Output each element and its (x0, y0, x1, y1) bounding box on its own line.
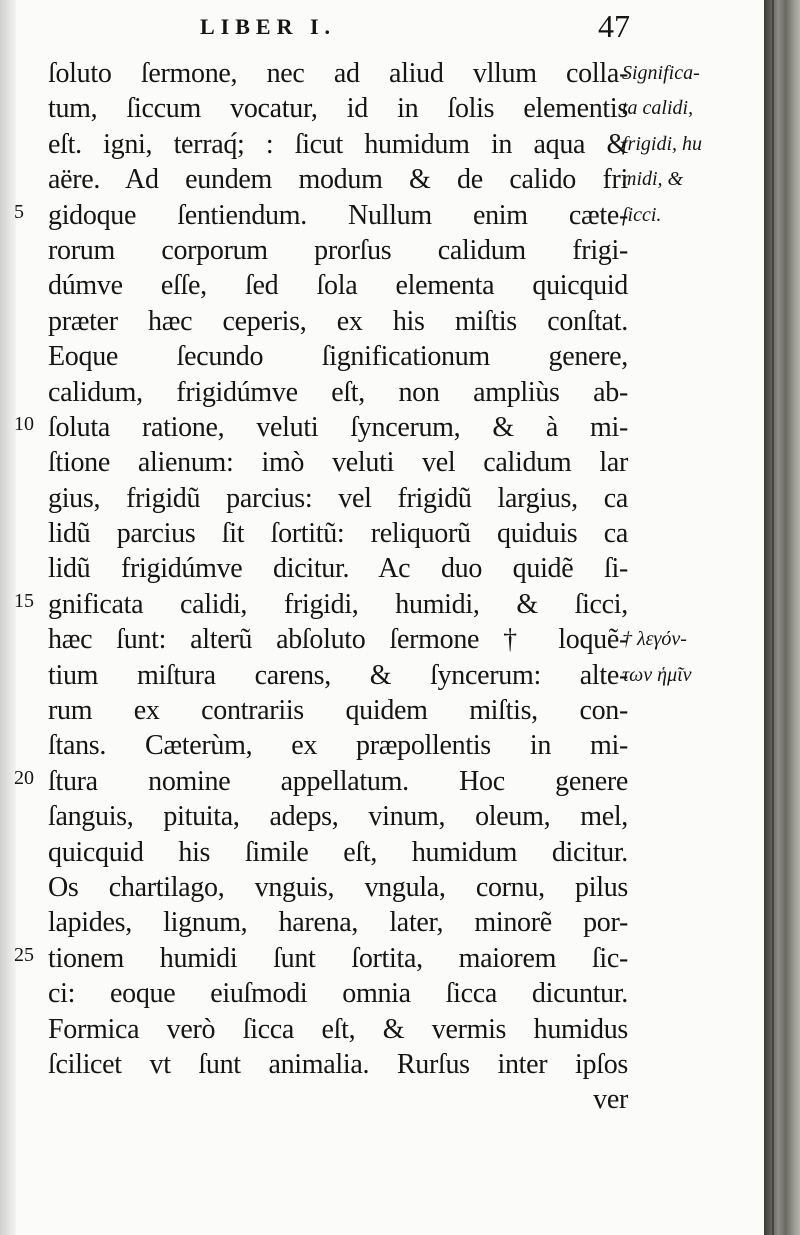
text-line: quicquid his ſimile eſt, humidum dicitur. (48, 836, 628, 868)
line-number: 10 (14, 413, 34, 435)
margin-note: Significa- (622, 62, 700, 84)
text-line: gius, frigidũ parcius: vel frigidũ largius, ca (48, 482, 628, 514)
text-line: hæc ſunt: alterũ abſoluto ſermone † loquẽ- (48, 624, 628, 656)
text-line: Eoque ſecundo ſignificationum genere, (48, 341, 628, 373)
margin-note: † λεγόν- (622, 628, 687, 651)
text-line: ſoluto ſermone, nec ad aliud vllum colla- (48, 58, 628, 89)
text-line: ſcilicet vt ſunt animalia. Rurſus inter ipſos (48, 1048, 628, 1080)
text-line: lidũ frigidúmve dicitur. Ac duo quidẽ ſi- (48, 553, 628, 585)
text-line: calidum, frigidúmve eſt, non ampliùs ab- (48, 376, 628, 408)
page-number: 47 (598, 8, 630, 44)
text-line: gidoque ſentiendum. Nullum enim cæte- (48, 199, 628, 231)
margin-note: frigidi, hu (622, 132, 703, 155)
margin-note: ſicci. (622, 203, 662, 226)
line-number: 15 (14, 590, 34, 612)
text-line: tium miſtura carens, & ſyncerum: alte- (48, 659, 628, 691)
text-line: tionem humidi ſunt ſortita, maiorem ſic- (48, 942, 628, 974)
text-line: Os chartilago, vnguis, vngula, cornu, pilus (48, 871, 628, 903)
page-header (200, 8, 630, 48)
text-line: ſtans. Cæterùm, ex præpollentis in mi- (48, 730, 628, 762)
left-page-edge (0, 0, 16, 1235)
text-line: lapides, lignum, harena, later, minorẽ por- (48, 907, 628, 939)
text-line: tum, ſiccum vocatur, id in ſolis elementis (48, 93, 628, 125)
text-line: ſanguis, pituita, adeps, vinum, oleum, mel, (48, 801, 628, 833)
text-line: eſt. igni, terraq́; : ſicut humidum in aqua & (48, 128, 628, 160)
text-line: rum ex contrariis quidem miſtis, con- (48, 695, 628, 727)
margin-note: των ἡμῖν (622, 663, 692, 686)
catchword: ver (593, 1084, 628, 1116)
text-line: ſoluta ratione, veluti ſyncerum, & à mi- (48, 411, 628, 443)
book-binding-edge (764, 0, 800, 1235)
line-number: 20 (14, 767, 34, 789)
text-line: rorum corporum prorſus calidum frigi- (48, 234, 628, 266)
line-number: 5 (14, 200, 24, 223)
line-number: 25 (14, 944, 34, 966)
running-title: LIBER I. (200, 14, 337, 39)
body-text (48, 56, 628, 1118)
text-line: præter hæc ceperis, ex his miſtis conſtat. (48, 305, 628, 337)
text-line: aëre. Ad eundem modum & de calido fri (48, 164, 628, 196)
text-line: dúmve eſſe, ſed ſola elementa quicquid (48, 270, 628, 302)
margin-note: ta calidi, (622, 97, 694, 120)
text-line: ſtione alienum: imò veluti vel calidum lar (48, 447, 628, 479)
text-line: Formica verò ſicca eſt, & vermis humidus (48, 1013, 628, 1045)
margin-note: midi, & (622, 168, 684, 191)
text-line: gnificata calidi, frigidi, humidi, & ſicci, (48, 588, 628, 620)
text-line: lidũ parcius ſit ſortitũ: reliquorũ quiduis ca (48, 518, 628, 550)
text-line: ſtura nomine appellatum. Hoc genere (48, 765, 628, 797)
text-line: ci: eoque eiuſmodi omnia ſicca dicuntur. (48, 978, 628, 1010)
